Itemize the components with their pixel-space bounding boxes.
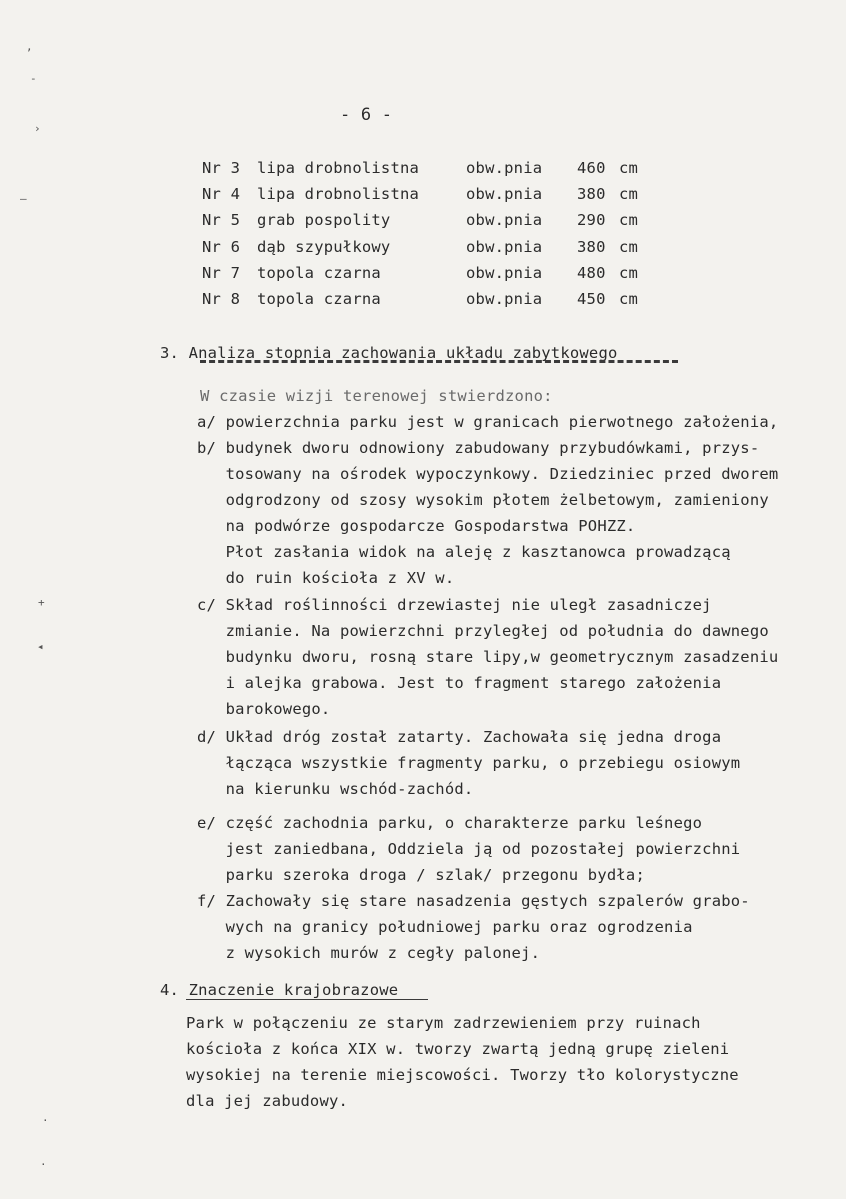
paragraph-line: f/ Zachowały się stare nasadzenia gęstych szpalerów grabo- <box>197 892 750 910</box>
paragraph-line: z wysokich murów z cegły palonej. <box>197 944 541 962</box>
tree-unit: cm <box>619 238 639 256</box>
margin-mark: ◂ <box>37 640 44 653</box>
tree-nr: Nr 4 <box>202 185 241 203</box>
paragraph-line: c/ Skład roślinności drzewiastej nie uległ zasadniczej <box>197 596 712 614</box>
paragraph-line: wysokiej na terenie miejscowości. Tworzy tło kolorystyczne <box>186 1066 739 1084</box>
tree-value: 460 <box>577 159 606 177</box>
tree-value: 450 <box>577 290 606 308</box>
heading-underline <box>186 999 428 1000</box>
tree-nr: Nr 6 <box>202 238 241 256</box>
paragraph-line: jest zaniedbana, Oddziela ją od pozostałej powierzchni <box>197 840 741 858</box>
paragraph-line: parku szeroka droga / szlak/ przegonu bydła; <box>197 866 645 884</box>
paragraph-line: zmianie. Na powierzchni przyległej od południa do dawnego <box>197 622 769 640</box>
margin-mark: - <box>30 72 37 85</box>
tree-name: lipa drobnolistna <box>257 159 420 177</box>
tree-value: 480 <box>577 264 606 282</box>
paragraph-line: i alejka grabowa. Jest to fragment starego założenia <box>197 674 722 692</box>
margin-mark: + <box>38 596 45 609</box>
tree-nr: Nr 3 <box>202 159 241 177</box>
tree-measure: obw.pnia <box>466 238 543 256</box>
paragraph-line: Płot zasłania widok na aleję z kasztanowca prowadzącą <box>197 543 731 561</box>
paragraph-line: na kierunku wschód-zachód. <box>197 780 474 798</box>
paragraph-line: łącząca wszystkie fragmenty parku, o przebiegu osiowym <box>197 754 741 772</box>
tree-value: 380 <box>577 238 606 256</box>
tree-measure: obw.pnia <box>466 264 543 282</box>
margin-mark: , <box>26 40 33 53</box>
tree-nr: Nr 5 <box>202 211 241 229</box>
paragraph-line: kościoła z końca XIX w. tworzy zwartą jedną grupę zieleni <box>186 1040 730 1058</box>
margin-mark: · <box>42 1114 49 1127</box>
tree-unit: cm <box>619 185 639 203</box>
margin-mark: — <box>20 192 27 205</box>
heading-underline <box>200 360 678 369</box>
tree-name: dąb szypułkowy <box>257 238 391 256</box>
tree-unit: cm <box>619 264 639 282</box>
tree-unit: cm <box>619 290 639 308</box>
paragraph-line: d/ Układ dróg został zatarty. Zachowała się jedna droga <box>197 728 722 746</box>
paragraph-line: dla jej zabudowy. <box>186 1092 349 1110</box>
paragraph-line: budynku dworu, rosną stare lipy,w geometrycznym zasadzeniu <box>197 648 779 666</box>
tree-name: topola czarna <box>257 290 381 308</box>
section-4-heading: 4. Znaczenie krajobrazowe <box>160 981 399 999</box>
paragraph-line: Park w połączeniu ze starym zadrzewieniem przy ruinach <box>186 1014 701 1032</box>
tree-value: 290 <box>577 211 606 229</box>
paragraph-line: na podwórze gospodarcze Gospodarstwa POHZZ. <box>197 517 636 535</box>
tree-value: 380 <box>577 185 606 203</box>
tree-measure: obw.pnia <box>466 211 543 229</box>
margin-mark: › <box>34 122 41 135</box>
paragraph-line: e/ część zachodnia parku, o charakterze parku leśnego <box>197 814 703 832</box>
tree-name: topola czarna <box>257 264 381 282</box>
page-number: - 6 - <box>340 105 393 125</box>
section-3-intro: W czasie wizji terenowej stwierdzono: <box>200 387 553 405</box>
tree-name: lipa drobnolistna <box>257 185 420 203</box>
tree-measure: obw.pnia <box>466 185 543 203</box>
paragraph-line: do ruin kościoła z XV w. <box>197 569 455 587</box>
tree-nr: Nr 8 <box>202 290 241 308</box>
paragraph-line: odgrodzony od szosy wysokim płotem żelbetowym, zamieniony <box>197 491 769 509</box>
paragraph-line: wych na granicy południowej parku oraz ogrodzenia <box>197 918 693 936</box>
paragraph-line: b/ budynek dworu odnowiony zabudowany przybudówkami, przys- <box>197 439 760 457</box>
section-3-heading: 3. Analiza stopnia zachowania układu zabytkowego <box>160 344 618 362</box>
tree-nr: Nr 7 <box>202 264 241 282</box>
margin-mark: · <box>40 1158 47 1171</box>
paragraph-line: barokowego. <box>197 700 331 718</box>
tree-measure: obw.pnia <box>466 290 543 308</box>
tree-measure: obw.pnia <box>466 159 543 177</box>
tree-name: grab pospolity <box>257 211 391 229</box>
tree-unit: cm <box>619 211 639 229</box>
tree-unit: cm <box>619 159 639 177</box>
paragraph-line: a/ powierzchnia parku jest w granicach pierwotnego założenia, <box>197 413 779 431</box>
paragraph-line: tosowany na ośrodek wypoczynkowy. Dziedziniec przed dworem <box>197 465 779 483</box>
